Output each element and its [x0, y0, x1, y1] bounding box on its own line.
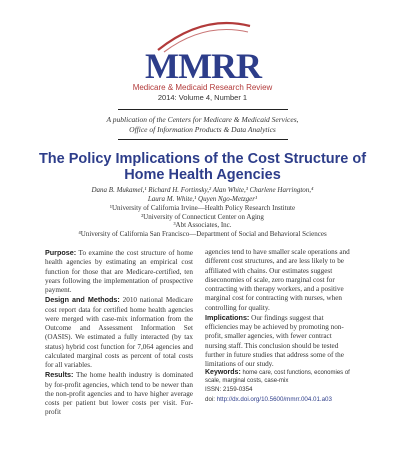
results-label: Results: [45, 370, 74, 380]
publication-line-1: A publication of the Centers for Medicare & Medicaid Services, [106, 115, 299, 124]
header-rule-top [118, 109, 288, 110]
affiliation: ²University of Connecticut Center on Aging [141, 212, 264, 221]
implications-paragraph [205, 313, 353, 370]
publication-line-2: Office of Information Products & Data Analytics [129, 125, 276, 134]
implications-label: Implications: [205, 312, 250, 322]
keywords-label: Keywords: [205, 369, 241, 377]
results-paragraph [45, 370, 193, 417]
methods-text: 2010 national Medicare cost report data for certified home health agencies were merged with case-mix information from the Outcome and Assessment Information Set (OASIS). We estimated a fully interacted (by tax status) hybrid cost function for 7,064 agencies and calculated marginal costs as percent of total costs for all variables. [45, 296, 193, 369]
abstract-right-column [205, 248, 353, 404]
keywords-text: home care, cost functions, economies of scale, marginal costs, case-mix [205, 370, 350, 385]
methods-label: Design and Methods: [45, 295, 120, 305]
header-rule-bottom [118, 139, 288, 140]
journal-name: Medicare & Medicaid Research Review [132, 83, 273, 92]
doi-link[interactable]: http://dx.doi.org/10.5600/mmrr.004.01.a03 [216, 395, 332, 403]
authors-line-1: Dana B. Mukamel,¹ Richard H. Fortinsky,² Alan White,³ Charlene Harrington,⁴ [91, 186, 314, 194]
mmrr-logo-icon [138, 16, 268, 82]
author-list [20, 186, 385, 204]
affiliation: ³Abt Associates, Inc. [173, 221, 232, 230]
abstract-left-column [45, 248, 193, 418]
results-text: The home health industry is dominated by for-profit agencies, which tend to be newer than the non-profit agencies and to have higher average costs per patient but lower costs per visit. For-profit [45, 371, 193, 417]
doi-line [205, 395, 353, 404]
purpose-label: Purpose: [45, 248, 77, 257]
affiliation: ¹University of California Irvine—Health Policy Research Institute [109, 204, 296, 212]
issn: ISSN: 2159-0354 [205, 386, 253, 394]
affiliation-list [20, 204, 385, 238]
purpose-text: To examine the cost structure of home health agencies by estimating an empirical cost function for those that are Medicare-certified, ten years following the implementation of prospective payment. [45, 249, 193, 294]
article-title: The Policy Implications of the Cost Structure of Home Health Agencies [38, 151, 367, 183]
affiliation: ⁴University of California San Francisco—Department of Social and Behavioral Sciences [78, 229, 327, 238]
journal-logo [0, 16, 405, 102]
purpose-paragraph [45, 248, 193, 295]
publication-statement [0, 115, 405, 135]
results-continued: agencies tend to have smaller scale operations and different cost structures, and are less likely to be affiliated with chains. Our estimates suggest diseconomies of scale, zero marginal cost for contracting with therapy workers, and a positive marginal cost for contracting with nurses, when controlling for quality. [205, 248, 350, 312]
authors-line-2: Laura M. White,¹ Quyen Ngo-Metzger¹ [147, 195, 258, 203]
methods-paragraph [45, 295, 193, 370]
implications-text: Our findings suggest that efficiencies may be achieved by promoting non-profit, smaller agencies, with fewer contract nursing staff. This conclusion should be tested further in future studies that address some of the limitations of our study. [205, 313, 344, 368]
logo-text: MMRR [144, 46, 261, 82]
doi-prefix: doi: [205, 395, 217, 403]
keywords-paragraph [205, 369, 353, 385]
volume-issue: 2014: Volume 4, Number 1 [157, 93, 248, 102]
